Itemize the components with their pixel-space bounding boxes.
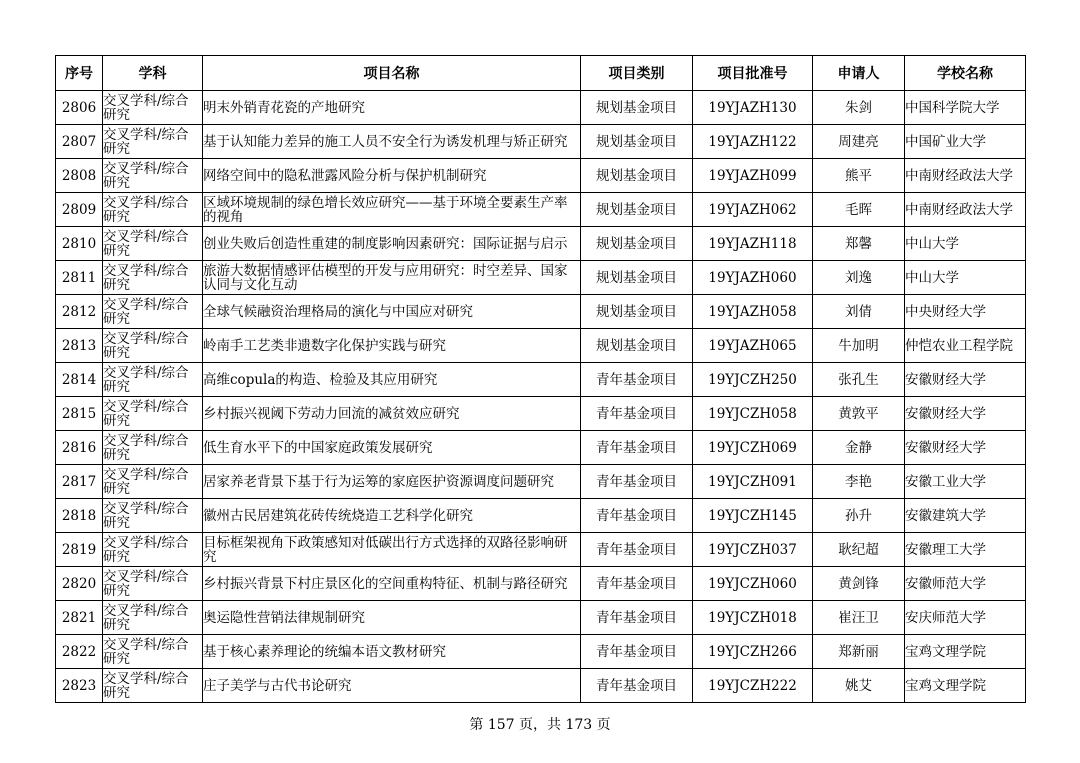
cell-no: 2810 <box>56 227 103 261</box>
cell-no: 2813 <box>56 329 103 363</box>
cell-subject: 交叉学科/综合研究 <box>103 499 203 533</box>
cell-applicant: 熊平 <box>813 159 905 193</box>
cell-subject: 交叉学科/综合研究 <box>103 125 203 159</box>
cell-subject: 交叉学科/综合研究 <box>103 261 203 295</box>
cell-category: 青年基金项目 <box>581 465 693 499</box>
table-row <box>56 601 1026 635</box>
cell-category: 规划基金项目 <box>581 159 693 193</box>
table-row <box>56 635 1026 669</box>
page-footer: 第 157 页，共 173 页 <box>469 717 611 733</box>
cell-no: 2808 <box>56 159 103 193</box>
cell-applicant: 毛晖 <box>813 193 905 227</box>
cell-applicant: 郑新丽 <box>813 635 905 669</box>
cell-title: 基于核心素养理论的统编本语文教材研究 <box>203 635 581 669</box>
cell-approval: 19YJAZH130 <box>693 91 813 125</box>
cell-no: 2809 <box>56 193 103 227</box>
cell-category: 青年基金项目 <box>581 533 693 567</box>
cell-school: 中山大学 <box>905 261 1026 295</box>
cell-applicant: 张孔生 <box>813 363 905 397</box>
cell-applicant: 刘逸 <box>813 261 905 295</box>
cell-no: 2816 <box>56 431 103 465</box>
cell-school: 中国矿业大学 <box>905 125 1026 159</box>
cell-category: 青年基金项目 <box>581 669 693 703</box>
cell-subject: 交叉学科/综合研究 <box>103 159 203 193</box>
projects-table <box>55 55 1026 703</box>
cell-subject: 交叉学科/综合研究 <box>103 363 203 397</box>
cell-title: 创业失败后创造性重建的制度影响因素研究：国际证据与启示 <box>203 227 581 261</box>
cell-subject: 交叉学科/综合研究 <box>103 601 203 635</box>
cell-title: 基于认知能力差异的施工人员不安全行为诱发机理与矫正研究 <box>203 125 581 159</box>
cell-school: 仲恺农业工程学院 <box>905 329 1026 363</box>
cell-school: 安徽财经大学 <box>905 363 1026 397</box>
cell-school: 安徽财经大学 <box>905 397 1026 431</box>
cell-no: 2807 <box>56 125 103 159</box>
cell-school: 中国科学院大学 <box>905 91 1026 125</box>
cell-title: 奥运隐性营销法律规制研究 <box>203 601 581 635</box>
cell-subject: 交叉学科/综合研究 <box>103 91 203 125</box>
cell-approval: 19YJAZH060 <box>693 261 813 295</box>
table-row <box>56 465 1026 499</box>
cell-title: 明末外销青花瓷的产地研究 <box>203 91 581 125</box>
cell-school: 安徽财经大学 <box>905 431 1026 465</box>
cell-subject: 交叉学科/综合研究 <box>103 295 203 329</box>
cell-school: 安庆师范大学 <box>905 601 1026 635</box>
cell-approval: 19YJCZH145 <box>693 499 813 533</box>
cell-applicant: 孙升 <box>813 499 905 533</box>
cell-category: 规划基金项目 <box>581 329 693 363</box>
cell-no: 2815 <box>56 397 103 431</box>
cell-approval: 19YJCZH250 <box>693 363 813 397</box>
cell-category: 青年基金项目 <box>581 499 693 533</box>
cell-subject: 交叉学科/综合研究 <box>103 193 203 227</box>
cell-applicant: 姚艾 <box>813 669 905 703</box>
cell-applicant: 崔汪卫 <box>813 601 905 635</box>
cell-category: 青年基金项目 <box>581 567 693 601</box>
cell-approval: 19YJAZH058 <box>693 295 813 329</box>
table-row <box>56 363 1026 397</box>
cell-school: 中南财经政法大学 <box>905 193 1026 227</box>
cell-title: 全球气候融资治理格局的演化与中国应对研究 <box>203 295 581 329</box>
cell-approval: 19YJAZH062 <box>693 193 813 227</box>
cell-title: 乡村振兴视阈下劳动力回流的减贫效应研究 <box>203 397 581 431</box>
table-row <box>56 431 1026 465</box>
header-category: 项目类别 <box>581 56 693 91</box>
header-applicant: 申请人 <box>813 56 905 91</box>
cell-approval: 19YJCZH091 <box>693 465 813 499</box>
cell-approval: 19YJCZH058 <box>693 397 813 431</box>
cell-no: 2819 <box>56 533 103 567</box>
table-row <box>56 227 1026 261</box>
cell-applicant: 朱剑 <box>813 91 905 125</box>
table-row <box>56 567 1026 601</box>
cell-applicant: 黄敦平 <box>813 397 905 431</box>
cell-no: 2806 <box>56 91 103 125</box>
cell-category: 规划基金项目 <box>581 91 693 125</box>
cell-applicant: 牛加明 <box>813 329 905 363</box>
cell-title: 目标框架视角下政策感知对低碳出行方式选择的双路径影响研究 <box>203 533 581 567</box>
cell-category: 规划基金项目 <box>581 227 693 261</box>
cell-title: 居家养老背景下基于行为运筹的家庭医护资源调度问题研究 <box>203 465 581 499</box>
cell-approval: 19YJAZH118 <box>693 227 813 261</box>
cell-applicant: 周建亮 <box>813 125 905 159</box>
cell-title: 徽州古民居建筑花砖传统烧造工艺科学化研究 <box>203 499 581 533</box>
table-row <box>56 91 1026 125</box>
cell-subject: 交叉学科/综合研究 <box>103 567 203 601</box>
cell-approval: 19YJAZH122 <box>693 125 813 159</box>
cell-subject: 交叉学科/综合研究 <box>103 669 203 703</box>
cell-school: 中山大学 <box>905 227 1026 261</box>
table-row <box>56 329 1026 363</box>
cell-title: 庄子美学与古代书论研究 <box>203 669 581 703</box>
cell-applicant: 耿纪超 <box>813 533 905 567</box>
cell-approval: 19YJAZH099 <box>693 159 813 193</box>
cell-no: 2823 <box>56 669 103 703</box>
cell-applicant: 郑馨 <box>813 227 905 261</box>
header-approval: 项目批准号 <box>693 56 813 91</box>
cell-no: 2817 <box>56 465 103 499</box>
cell-school: 中央财经大学 <box>905 295 1026 329</box>
cell-subject: 交叉学科/综合研究 <box>103 635 203 669</box>
cell-school: 宝鸡文理学院 <box>905 669 1026 703</box>
cell-no: 2811 <box>56 261 103 295</box>
cell-approval: 19YJCZH222 <box>693 669 813 703</box>
cell-title: 乡村振兴背景下村庄景区化的空间重构特征、机制与路径研究 <box>203 567 581 601</box>
cell-approval: 19YJCZH037 <box>693 533 813 567</box>
cell-applicant: 刘倩 <box>813 295 905 329</box>
table-row <box>56 159 1026 193</box>
cell-applicant: 金静 <box>813 431 905 465</box>
cell-subject: 交叉学科/综合研究 <box>103 465 203 499</box>
cell-subject: 交叉学科/综合研究 <box>103 533 203 567</box>
cell-no: 2821 <box>56 601 103 635</box>
cell-category: 规划基金项目 <box>581 125 693 159</box>
cell-no: 2820 <box>56 567 103 601</box>
cell-subject: 交叉学科/综合研究 <box>103 329 203 363</box>
cell-approval: 19YJCZH266 <box>693 635 813 669</box>
header-school: 学校名称 <box>905 56 1026 91</box>
cell-category: 青年基金项目 <box>581 397 693 431</box>
cell-subject: 交叉学科/综合研究 <box>103 227 203 261</box>
cell-no: 2812 <box>56 295 103 329</box>
cell-approval: 19YJCZH060 <box>693 567 813 601</box>
cell-subject: 交叉学科/综合研究 <box>103 431 203 465</box>
cell-title: 旅游大数据情感评估模型的开发与应用研究：时空差异、国家认同与文化互动 <box>203 261 581 295</box>
cell-school: 安徽理工大学 <box>905 533 1026 567</box>
table-row <box>56 295 1026 329</box>
header-subject: 学科 <box>103 56 203 91</box>
cell-school: 宝鸡文理学院 <box>905 635 1026 669</box>
table-header-row <box>56 56 1026 91</box>
cell-school: 安徽师范大学 <box>905 567 1026 601</box>
table-row <box>56 499 1026 533</box>
cell-no: 2814 <box>56 363 103 397</box>
cell-category: 青年基金项目 <box>581 431 693 465</box>
cell-category: 青年基金项目 <box>581 601 693 635</box>
table-row <box>56 669 1026 703</box>
cell-category: 规划基金项目 <box>581 193 693 227</box>
cell-school: 安徽建筑大学 <box>905 499 1026 533</box>
cell-title: 网络空间中的隐私泄露风险分析与保护机制研究 <box>203 159 581 193</box>
cell-title: 低生育水平下的中国家庭政策发展研究 <box>203 431 581 465</box>
table-row <box>56 261 1026 295</box>
cell-category: 规划基金项目 <box>581 295 693 329</box>
table-row <box>56 397 1026 431</box>
cell-category: 青年基金项目 <box>581 363 693 397</box>
table-row <box>56 193 1026 227</box>
cell-title: 区域环境规制的绿色增长效应研究——基于环境全要素生产率的视角 <box>203 193 581 227</box>
cell-applicant: 黄剑锋 <box>813 567 905 601</box>
header-title: 项目名称 <box>203 56 581 91</box>
table-row <box>56 125 1026 159</box>
cell-title: 高维copula的构造、检验及其应用研究 <box>203 363 581 397</box>
table-row <box>56 533 1026 567</box>
cell-no: 2818 <box>56 499 103 533</box>
cell-category: 青年基金项目 <box>581 635 693 669</box>
cell-approval: 19YJCZH069 <box>693 431 813 465</box>
cell-subject: 交叉学科/综合研究 <box>103 397 203 431</box>
cell-title: 岭南手工艺类非遗数字化保护实践与研究 <box>203 329 581 363</box>
cell-approval: 19YJAZH065 <box>693 329 813 363</box>
cell-school: 中南财经政法大学 <box>905 159 1026 193</box>
cell-no: 2822 <box>56 635 103 669</box>
header-no: 序号 <box>56 56 103 91</box>
cell-category: 规划基金项目 <box>581 261 693 295</box>
cell-approval: 19YJCZH018 <box>693 601 813 635</box>
cell-applicant: 李艳 <box>813 465 905 499</box>
cell-school: 安徽工业大学 <box>905 465 1026 499</box>
